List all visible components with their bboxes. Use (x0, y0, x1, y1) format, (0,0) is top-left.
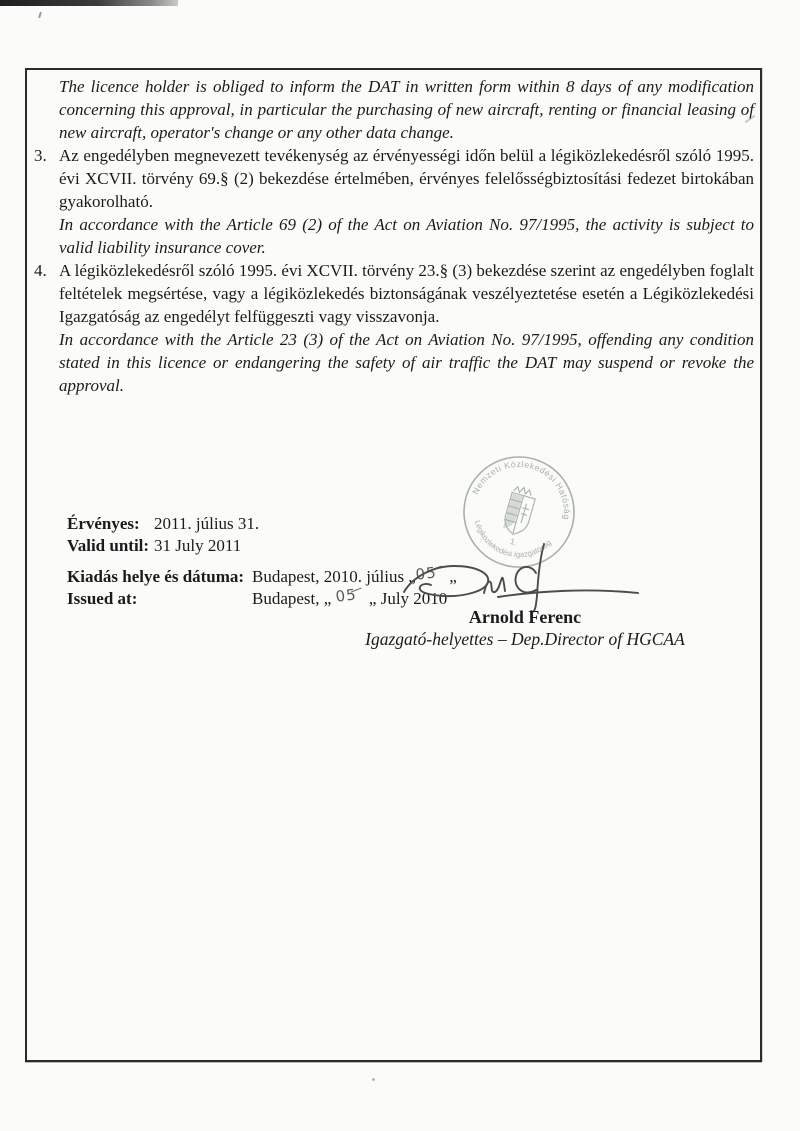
validity-block (67, 513, 259, 557)
condition-item-3 (31, 144, 754, 259)
signature-stroke (516, 567, 536, 593)
handwritten-day: 05 (334, 582, 366, 607)
condition-3-english-text: In accordance with the Article 69 (2) of the Act on Aviation No. 97/1995, the activity is subject to valid liability insurance cover. (59, 215, 754, 257)
validity-label-hungarian: Érvényes: (67, 514, 140, 533)
issue-value-hu-suffix: „ (444, 567, 457, 586)
signature-stroke (404, 566, 488, 596)
validity-label-english: Valid until: (67, 536, 150, 555)
signature-stroke (484, 578, 505, 593)
condition-3-hungarian-text: Az engedélyben megnevezett tevékenység az érvényességi időn belül a légiközlekedésről szóló 1995. évi XCVII. törvény 69.§ (2) bekezdése értelmében, érvényes felelősségbiztosítási fedezet birtokában gyakorolható. (59, 146, 754, 211)
signer-title: Igazgató-helyettes – Dep.Director of HGCAA (365, 629, 685, 649)
scan-dot (372, 1078, 375, 1081)
signer-block (335, 606, 715, 650)
stamp-number: 1. (508, 535, 519, 548)
validity-date-hungarian: 2011. július 31. (154, 514, 260, 533)
scanner-edge-artifact (0, 0, 178, 6)
stamp-top-text: Nemzeti Közlekedési Hatóság (470, 459, 573, 521)
licence-conditions-text (27, 70, 760, 397)
signer-name: Arnold Ferenc (468, 607, 582, 627)
issue-label-english: Issued at: (67, 589, 138, 608)
intro-paragraph-english: The licence holder is obliged to inform the DAT in written form within 8 days of any modification concerning this approval, in particular the purchasing of new aircraft, renting or financial leasing of new aircraft, operator's change or any other data change. (59, 77, 754, 142)
condition-number: 3. (34, 146, 47, 165)
validity-date-english: 31 July 2011 (154, 536, 242, 555)
issue-value-en-suffix: „ July 2010 (364, 589, 448, 608)
handwritten-day: 05 (414, 560, 446, 585)
issue-value-hu-prefix: Budapest, 2010. július „ (252, 567, 416, 586)
condition-number: 4. (34, 261, 47, 280)
condition-4-hungarian-text: A légiközlekedésről szóló 1995. évi XCVII. törvény 23.§ (3) bekezdése szerint az engedélyben foglalt feltételek megsértése, vagy a légiközlekedés biztonságának veszélyeztetése esetén a Légiközlekedési Igazgatóság az engedélyt felfüggeszti vagy visszavonja. (59, 261, 754, 326)
issue-label-hungarian: Kiadás helye és dátuma: (67, 567, 245, 586)
issue-value-en-prefix: Budapest, „ (252, 589, 336, 608)
signature-stroke (531, 544, 544, 612)
condition-item-4 (31, 259, 754, 397)
stamp-coat-of-arms (501, 485, 537, 538)
stamp-bottom-text: Légiközlekedési Igazgatóság (472, 519, 553, 560)
signature-stroke (498, 590, 638, 597)
condition-4-english-text: In accordance with the Article 23 (3) of the Act on Aviation No. 97/1995, offending any condition stated in this licence or endangering the safety of air traffic the DAT may suspend or revoke the approval. (59, 330, 754, 395)
scan-speck (38, 12, 42, 18)
